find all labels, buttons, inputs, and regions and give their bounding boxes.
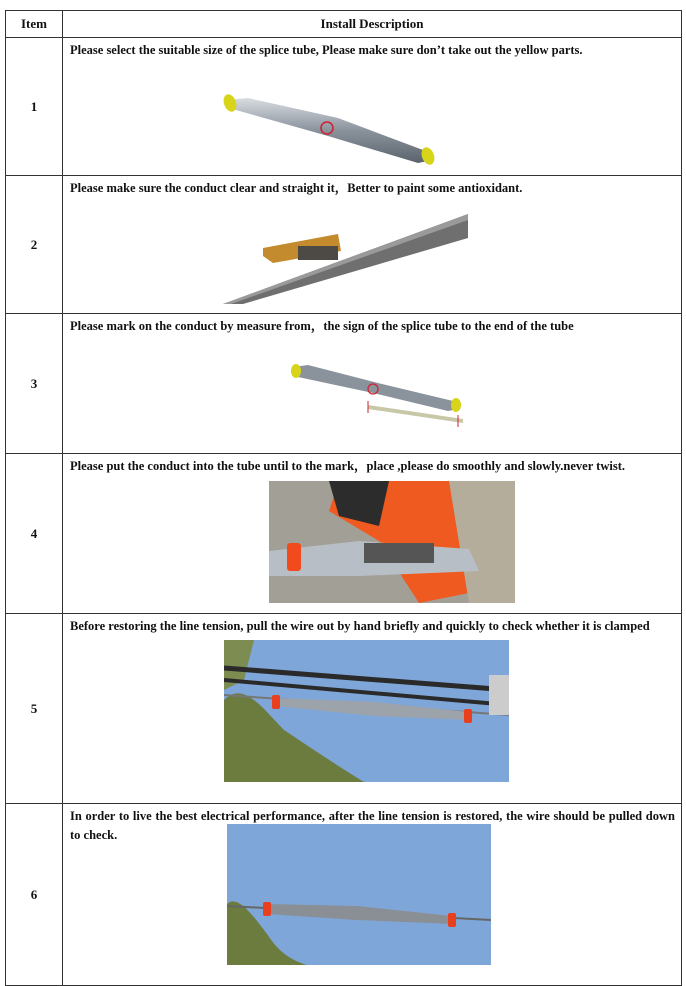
step-number: 4 (6, 454, 63, 614)
step-description: In order to live the best electrical performance, after the line tension is restored, the wire should be pulled down to check. (70, 809, 675, 842)
table-row (6, 804, 682, 986)
step-description-cell (63, 804, 682, 986)
step-description: Before restoring the line tension, pull the wire out by hand briefly and quickly to check whether it is clamped (70, 619, 650, 633)
install-steps-table (5, 10, 682, 986)
installed-splice-before-tension-image (224, 640, 509, 782)
step-description: Please mark on the conduct by measure from，the sign of the splice tube to the end of the tube (70, 319, 574, 333)
step-description-cell (63, 38, 682, 176)
table-row (6, 454, 682, 614)
splice-tube-measure-image (288, 359, 473, 434)
wire-brush-image (223, 206, 473, 306)
step-description-cell (63, 614, 682, 804)
table-row (6, 614, 682, 804)
header-item: Item (6, 11, 63, 38)
table-row (6, 176, 682, 314)
splice-tube-image (218, 88, 448, 168)
header-install-description: Install Description (63, 11, 682, 38)
step-description: Please make sure the conduct clear and straight it，Better to paint some antioxidant. (70, 181, 523, 195)
insert-conductor-image (269, 481, 515, 603)
step-description-cell (63, 454, 682, 614)
step-description-cell (63, 176, 682, 314)
step-description: Please put the conduct into the tube until to the mark，place ,please do smoothly and slowly.never twist. (70, 459, 625, 473)
step-description-cell (63, 314, 682, 454)
step-number: 3 (6, 314, 63, 454)
installed-splice-after-tension-image (227, 824, 491, 965)
table-header-row (6, 11, 682, 38)
step-description: Please select the suitable size of the splice tube, Please make sure don’t take out the yellow parts. (70, 43, 583, 57)
step-number: 1 (6, 38, 63, 176)
step-number: 5 (6, 614, 63, 804)
table-row (6, 38, 682, 176)
step-number: 6 (6, 804, 63, 986)
table-row (6, 314, 682, 454)
step-number: 2 (6, 176, 63, 314)
